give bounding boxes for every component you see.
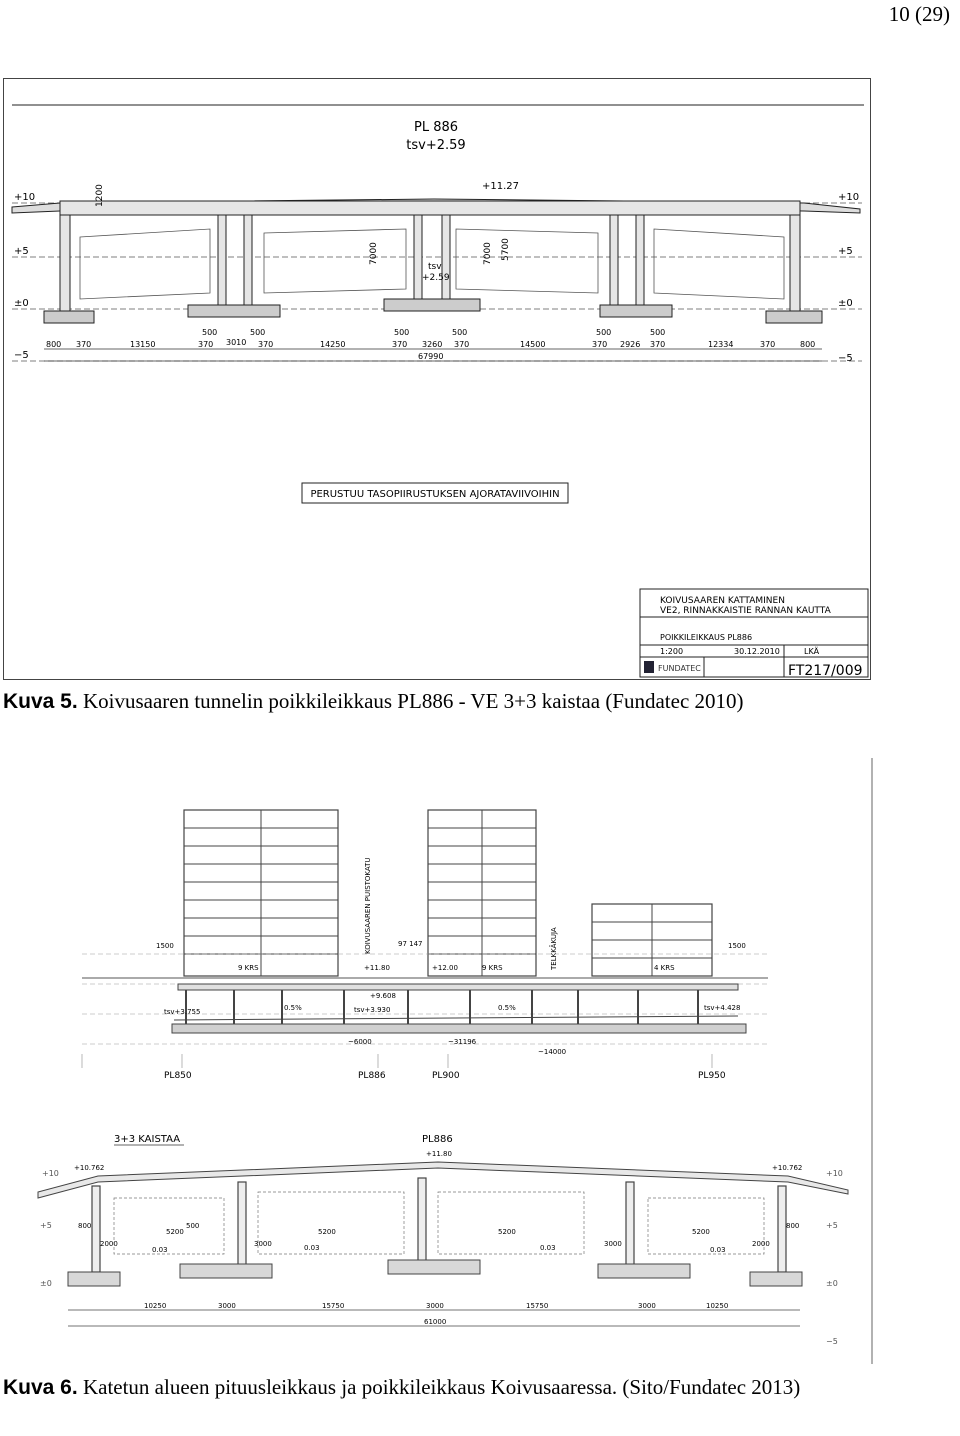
dim-1500: 1500	[728, 942, 746, 950]
dim-1200: 1200	[95, 184, 105, 207]
covered-area-drawing	[40, 758, 874, 1364]
dim-6000: ~6000	[348, 1038, 372, 1046]
station-pl950: PL950	[698, 1071, 726, 1081]
cross-total: 61000	[424, 1318, 447, 1326]
dim-800: 800	[78, 1222, 92, 1230]
svg-text:3000: 3000	[426, 1302, 444, 1310]
dim-14000: ~14000	[538, 1048, 567, 1056]
svg-text:370: 370	[258, 340, 274, 349]
tsv-label: tsv	[428, 262, 442, 272]
floors-left: 9 KRS	[238, 964, 259, 972]
cross-elev-right: +10.762	[772, 1164, 803, 1172]
dim-800: 800	[786, 1222, 800, 1230]
station-pl850: PL850	[164, 1071, 192, 1081]
level-plus10-right: +10	[838, 192, 860, 203]
svg-text:2926: 2926	[620, 340, 641, 349]
cross-elev-top: +11.80	[426, 1150, 452, 1158]
svg-text:370: 370	[76, 340, 92, 349]
slope-left: 0.5%	[284, 1004, 302, 1012]
title-block	[640, 589, 868, 679]
tsv-mid: tsv+3.930	[354, 1006, 391, 1014]
level-minus5-left: −5	[14, 350, 29, 361]
dim-5200: 5200	[498, 1228, 516, 1236]
tsv-left: tsv+3.755	[164, 1008, 201, 1016]
svg-text:370: 370	[592, 340, 608, 349]
tsv-right: tsv+4.428	[704, 1004, 741, 1012]
figure-longitudinal-and-cross-section	[40, 758, 874, 1364]
figure-cross-section-pl886	[3, 78, 871, 680]
elev-12-00: +12.00	[432, 964, 458, 972]
cross-section-drawing	[4, 79, 870, 679]
caption-text: Koivusaaren tunnelin poikkileikkaus PL886 - VE 3+3 kaistaa (Fundatec 2010)	[77, 689, 744, 713]
company-logo	[644, 661, 654, 673]
dim-3000: 3000	[254, 1240, 272, 1248]
slope: 0.03	[304, 1244, 320, 1252]
svg-text:800: 800	[46, 340, 62, 349]
caption-label: Kuva 5.	[3, 690, 78, 713]
svg-text:+10: +10	[826, 1169, 843, 1178]
figure-caption-5	[3, 688, 744, 715]
dim-500: 500	[250, 328, 266, 337]
svg-text:+5: +5	[40, 1221, 52, 1230]
station-pl886: PL886	[358, 1071, 386, 1081]
svg-text:10250: 10250	[144, 1302, 167, 1310]
figure-caption-6	[3, 1374, 958, 1401]
title-block-drawing: POIKKILEIKKAUS PL886	[660, 633, 753, 642]
title-block-variant: VE2, RINNAKKAISTIE RANNAN KAUTTA	[660, 606, 831, 616]
cross-station: PL886	[422, 1134, 453, 1145]
svg-text:14250: 14250	[320, 340, 346, 349]
title-block-scale: 1:200	[660, 647, 684, 656]
dim-97147: 97 147	[398, 940, 423, 948]
level-0-right: ±0	[838, 298, 853, 309]
level-plus5-left: +5	[14, 246, 29, 257]
street-label: KOIVUSAAREN PUISTOKATU	[364, 857, 372, 954]
lanes-title: 3+3 KAISTAA	[114, 1134, 181, 1145]
dim-5200: 5200	[318, 1228, 336, 1236]
slope-right: 0.5%	[498, 1004, 516, 1012]
dim-31196: ~31196	[448, 1038, 477, 1046]
svg-text:+10: +10	[42, 1169, 59, 1178]
dim-500: 500	[394, 328, 410, 337]
caption-text: Katetun alueen pituusleikkaus ja poikkileikkaus Koivusaaressa. (Sito/Fundatec 2013)	[77, 1375, 801, 1399]
svg-text:±0: ±0	[826, 1279, 838, 1288]
title-block-company: FUNDATEC	[658, 664, 701, 673]
svg-text:370: 370	[650, 340, 666, 349]
elev-9-608: +9.608	[370, 992, 396, 1000]
dim-7000-right: 7000	[483, 242, 493, 265]
svg-text:370: 370	[454, 340, 470, 349]
svg-text:−5: −5	[826, 1337, 838, 1346]
level-plus10-left: +10	[14, 192, 36, 203]
dim-500: 500	[596, 328, 612, 337]
svg-text:15750: 15750	[526, 1302, 549, 1310]
caption-label: Kuva 6.	[3, 1376, 78, 1399]
svg-text:3000: 3000	[638, 1302, 656, 1310]
svg-text:370: 370	[760, 340, 776, 349]
elev-11-80: +11.80	[364, 964, 390, 972]
svg-text:3260: 3260	[422, 340, 443, 349]
svg-text:370: 370	[198, 340, 214, 349]
title-block-drawn: LKÄ	[804, 647, 820, 656]
slope: 0.03	[540, 1244, 556, 1252]
page-number: 10 (29)	[888, 2, 950, 26]
cross-elev-left: +10.762	[74, 1164, 105, 1172]
dim-2000: 2000	[752, 1240, 770, 1248]
drawing-note: PERUSTUU TASOPIIRUSTUKSEN AJORATAVIIVOIHIN	[310, 489, 560, 500]
svg-text:14500: 14500	[520, 340, 546, 349]
dim-500: 500	[202, 328, 218, 337]
street2-label: TELKKÄKUJA	[550, 927, 558, 970]
bottom-dimensions	[46, 338, 815, 349]
floors-right: 4 KRS	[654, 964, 675, 972]
slope: 0.03	[710, 1246, 726, 1254]
level-plus5-right: +5	[838, 246, 853, 257]
dim-5200: 5200	[166, 1228, 184, 1236]
top-elevation: +11.27	[482, 181, 520, 192]
svg-text:15750: 15750	[322, 1302, 345, 1310]
level-minus5-right: −5	[838, 353, 853, 364]
dim-7000-left: 7000	[369, 242, 379, 265]
dim-500: 500	[452, 328, 468, 337]
svg-text:12334: 12334	[708, 340, 734, 349]
cross-bottom-dimensions	[144, 1302, 728, 1310]
title-block-date: 30.12.2010	[734, 647, 780, 656]
svg-text:3000: 3000	[218, 1302, 236, 1310]
dim-3000: 3000	[604, 1240, 622, 1248]
drawing-title: PL 886	[413, 120, 459, 135]
svg-text:13150: 13150	[130, 340, 156, 349]
floors-mid: 9 KRS	[482, 964, 503, 972]
drawing-number: FT217/009	[788, 663, 863, 679]
svg-text:3010: 3010	[226, 338, 247, 347]
level-0-left: ±0	[14, 298, 29, 309]
drawing-subtitle: tsv+2.59	[406, 138, 466, 153]
dim-500: 500	[650, 328, 666, 337]
dim-1500: 1500	[156, 942, 174, 950]
total-dimension: 67990	[418, 352, 444, 361]
svg-text:800: 800	[800, 340, 816, 349]
svg-text:±0: ±0	[40, 1279, 52, 1288]
svg-text:+5: +5	[826, 1221, 838, 1230]
dim-5700: 5700	[501, 238, 511, 261]
svg-text:370: 370	[392, 340, 408, 349]
dim-2000: 2000	[100, 1240, 118, 1248]
title-block-project: KOIVUSAAREN KATTAMINEN	[660, 596, 785, 606]
slope: 0.03	[152, 1246, 168, 1254]
dim-5200: 5200	[692, 1228, 710, 1236]
station-pl900: PL900	[432, 1071, 460, 1081]
svg-text:10250: 10250	[706, 1302, 729, 1310]
dim-500: 500	[186, 1222, 200, 1230]
tsv-value: +2.59	[422, 273, 450, 283]
